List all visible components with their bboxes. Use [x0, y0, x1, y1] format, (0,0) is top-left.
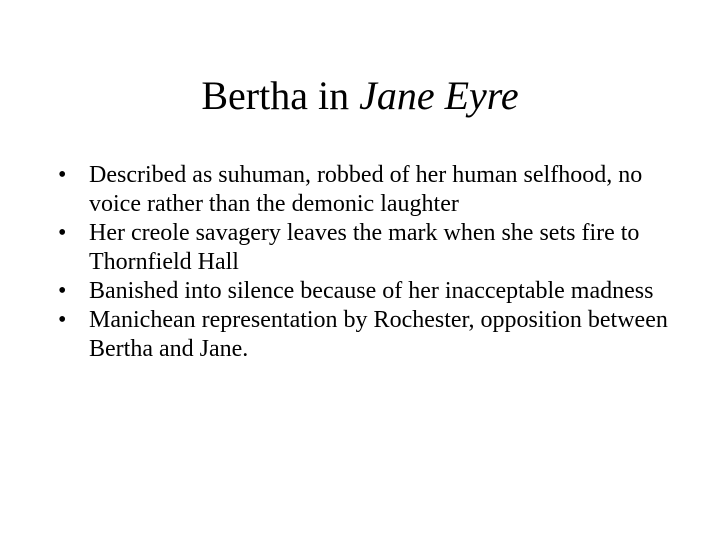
bullet-text: Banished into silence because of her inacceptable madness: [89, 278, 654, 304]
bullet-item: [56, 306, 676, 364]
bullet-item: [56, 277, 676, 306]
bullet-text: Manichean representation by Rochester, opposition between Bertha and Jane.: [89, 307, 668, 362]
bullet-item: [56, 161, 676, 219]
bullet-dot-icon: •: [58, 220, 67, 246]
bullet-dot-icon: •: [58, 307, 67, 333]
title-text: Bertha in: [201, 73, 360, 118]
bullet-item: [56, 219, 676, 277]
slide-title: [0, 72, 720, 120]
title-book-name: Jane Eyre: [359, 73, 519, 118]
bullet-list: [56, 161, 676, 364]
bullet-text: Her creole savagery leaves the mark when she sets fire to Thornfield Hall: [89, 220, 640, 275]
bullet-dot-icon: •: [58, 278, 67, 304]
bullet-dot-icon: •: [58, 162, 67, 188]
bullet-text: Described as suhuman, robbed of her human selfhood, no voice rather than the demonic laughter: [89, 162, 643, 217]
